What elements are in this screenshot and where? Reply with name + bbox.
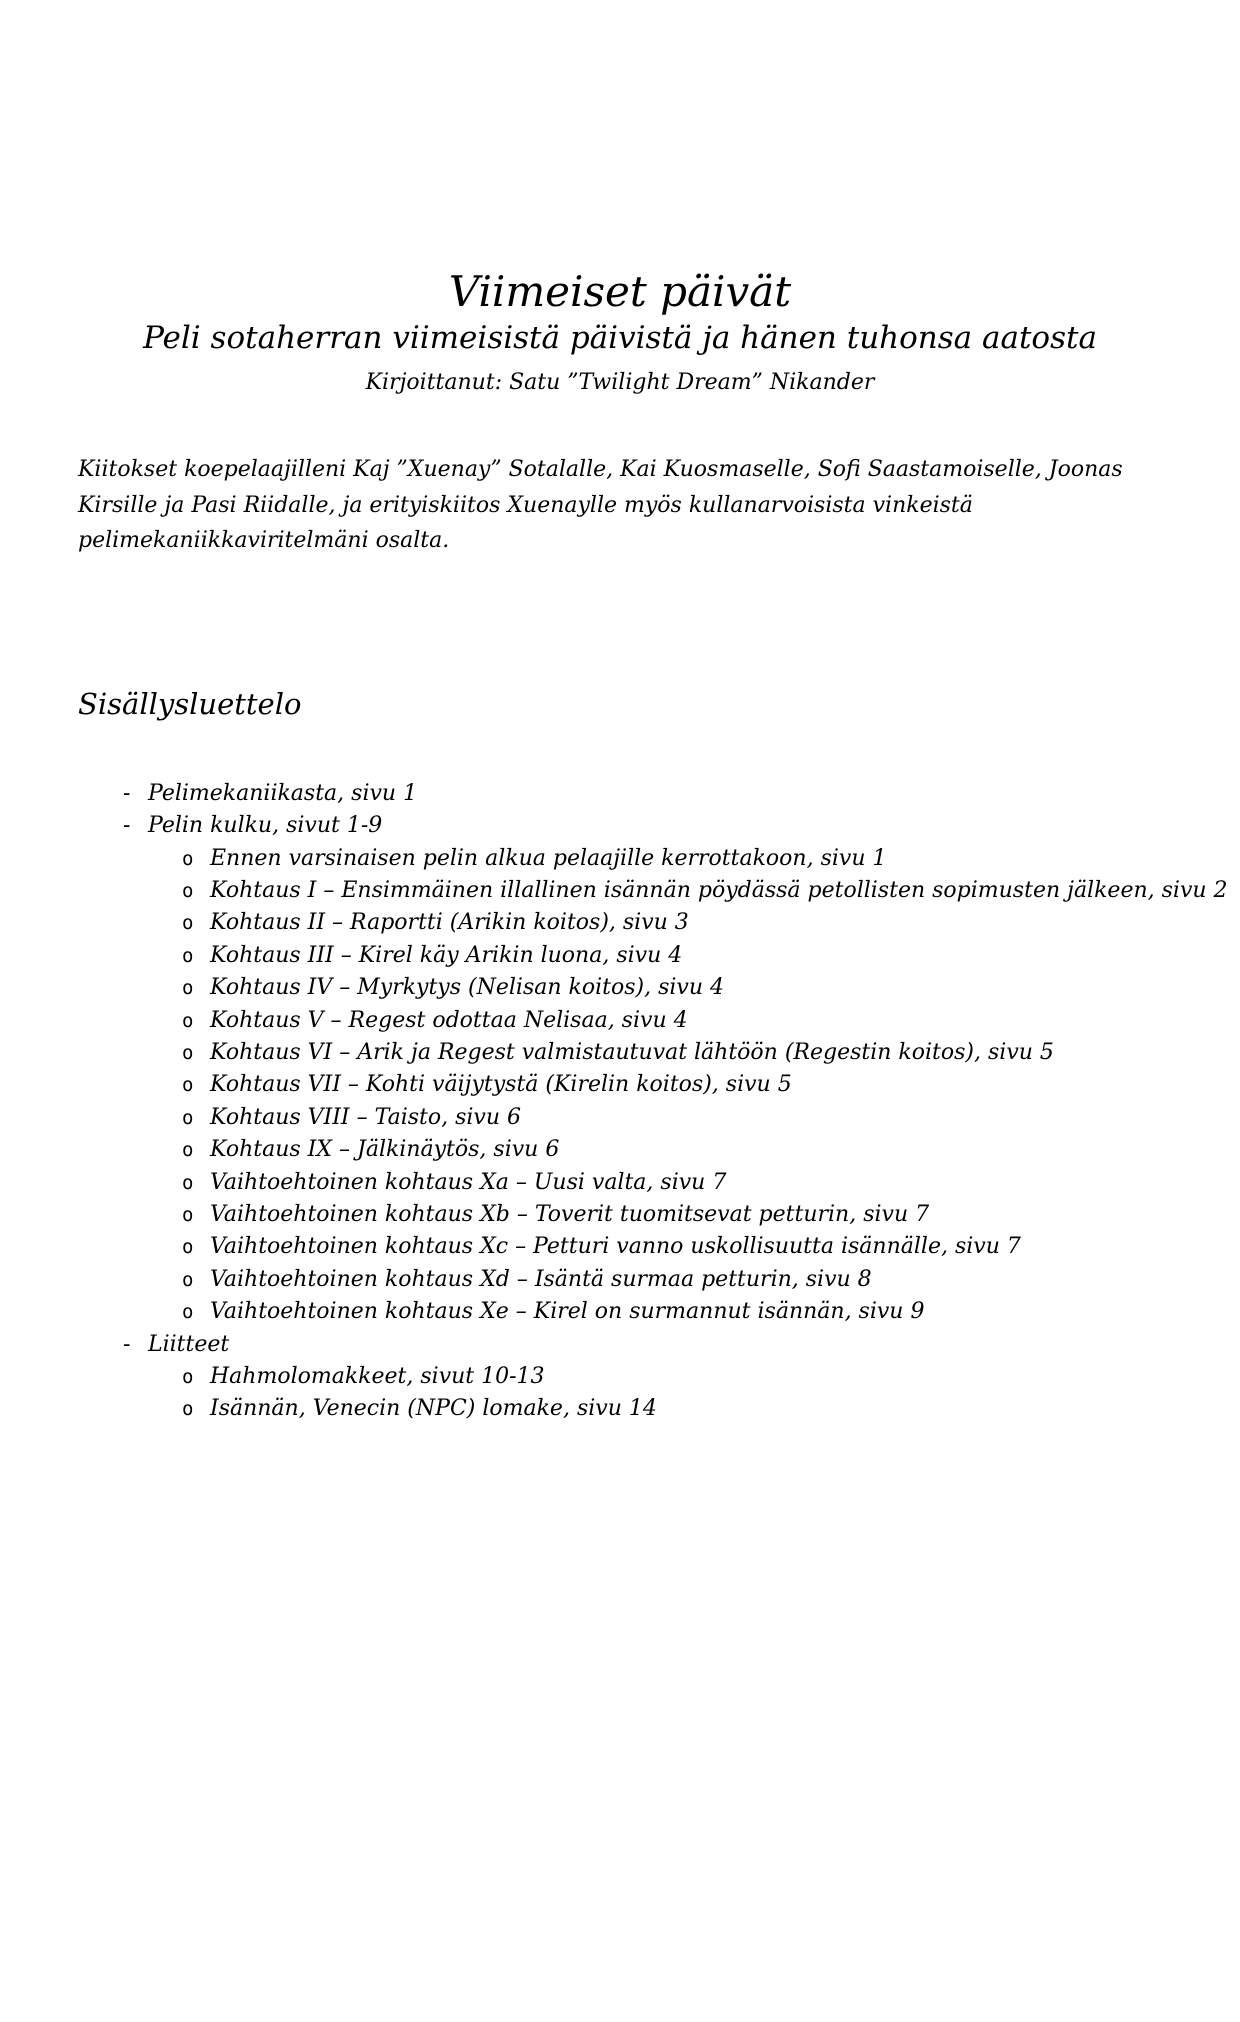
toc-item-label: Ennen varsinaisen pelin alkua pelaajille kerrottakoon, sivu 1 bbox=[210, 845, 887, 871]
toc-item bbox=[78, 1264, 1162, 1296]
toc-item bbox=[78, 1296, 1162, 1328]
toc-item-label: Kohtaus IX – Jälkinäytös, sivu 6 bbox=[210, 1137, 560, 1163]
toc-list bbox=[78, 778, 1228, 1426]
toc-item bbox=[78, 1393, 1162, 1425]
toc-item-label: Vaihtoehtoinen kohtaus Xc – Petturi vanno uskollisuutta isännälle, sivu 7 bbox=[210, 1234, 1021, 1260]
dash-bullet: - bbox=[123, 1331, 131, 1357]
toc-item-label: Hahmolomakkeet, sivut 10-13 bbox=[210, 1364, 545, 1390]
circle-bullet: o bbox=[182, 1236, 194, 1259]
circle-bullet: o bbox=[182, 912, 194, 935]
toc-item bbox=[78, 1102, 1162, 1134]
toc-item-label: Vaihtoehtoinen kohtaus Xa – Uusi valta, sivu 7 bbox=[210, 1169, 727, 1195]
document-page bbox=[0, 268, 1240, 2022]
toc-item-label: Isännän, Venecin (NPC) lomake, sivu 14 bbox=[210, 1396, 657, 1422]
dash-bullet: - bbox=[123, 813, 131, 839]
toc-item bbox=[78, 1037, 1162, 1069]
circle-bullet: o bbox=[182, 1139, 194, 1162]
toc-item-label: Pelimekaniikasta, sivu 1 bbox=[148, 780, 418, 806]
toc-item bbox=[78, 1361, 1162, 1393]
circle-bullet: o bbox=[182, 847, 194, 870]
toc-item bbox=[78, 1199, 1162, 1231]
toc-item bbox=[78, 940, 1162, 972]
circle-bullet: o bbox=[182, 1366, 194, 1389]
toc-item bbox=[78, 1167, 1162, 1199]
circle-bullet: o bbox=[182, 1301, 194, 1324]
toc-item-label: Kohtaus IV – Myrkytys (Nelisan koitos), sivu 4 bbox=[210, 975, 724, 1001]
circle-bullet: o bbox=[182, 879, 194, 902]
toc-item bbox=[78, 1231, 1162, 1263]
toc-item-label: Kohtaus II – Raportti (Arikin koitos), sivu 3 bbox=[210, 910, 689, 936]
circle-bullet: o bbox=[182, 1074, 194, 1097]
circle-bullet: o bbox=[182, 1268, 194, 1291]
circle-bullet: o bbox=[182, 1106, 194, 1129]
circle-bullet: o bbox=[182, 977, 194, 1000]
toc-item bbox=[78, 875, 1228, 907]
toc-item bbox=[78, 778, 1162, 810]
toc-item bbox=[78, 907, 1162, 939]
byline: Kirjoittanut: Satu ”Twilight Dream” Nikander bbox=[365, 370, 875, 396]
toc-item bbox=[78, 1005, 1162, 1037]
toc-heading: Sisällysluettelo bbox=[78, 686, 302, 721]
toc-item bbox=[78, 810, 1162, 842]
circle-bullet: o bbox=[182, 1204, 194, 1227]
toc-item-label: Vaihtoehtoinen kohtaus Xd – Isäntä surmaa petturin, sivu 8 bbox=[210, 1266, 872, 1292]
circle-bullet: o bbox=[182, 1171, 194, 1194]
acknowledgements-paragraph: Kiitokset koepelaajilleni Kaj ”Xuenay” Sotalalle, Kai Kuosmaselle, Sofi Saastamoiselle, Joonas Kirsille ja Pasi Riidalle, ja erityiskiitos Xuenaylle myös kullanarvoisista vinkeistä pelimekaniikkaviritelmäni osalta. bbox=[78, 457, 1123, 554]
toc-item-label: Liitteet bbox=[148, 1331, 230, 1357]
toc-item-label: Pelin kulku, sivut 1-9 bbox=[148, 813, 383, 839]
toc-item bbox=[78, 972, 1162, 1004]
circle-bullet: o bbox=[182, 1009, 194, 1032]
toc-item-label: Vaihtoehtoinen kohtaus Xe – Kirel on surmannut isännän, sivu 9 bbox=[210, 1299, 925, 1325]
page-subtitle: Peli sotaherran viimeisistä päivistä ja hänen tuhonsa aatosta bbox=[143, 320, 1097, 357]
toc-item-label: Kohtaus V – Regest odottaa Nelisaa, sivu 4 bbox=[210, 1007, 688, 1033]
toc-item bbox=[78, 1329, 1162, 1361]
circle-bullet: o bbox=[182, 1398, 194, 1421]
page-title: Viimeiset päivät bbox=[448, 267, 792, 316]
toc-item bbox=[78, 1069, 1162, 1101]
toc-item-label: Kohtaus VII – Kohti väijytystä (Kirelin koitos), sivu 5 bbox=[210, 1072, 792, 1098]
toc-item-label: Kohtaus III – Kirel käy Arikin luona, sivu 4 bbox=[210, 942, 683, 968]
toc-item-label: Kohtaus VI – Arik ja Regest valmistautuvat lähtöön (Regestin koitos), sivu 5 bbox=[210, 1040, 1054, 1065]
toc-item-label: Vaihtoehtoinen kohtaus Xb – Toverit tuomitsevat petturin, sivu 7 bbox=[210, 1202, 930, 1228]
circle-bullet: o bbox=[182, 944, 194, 967]
toc-item bbox=[78, 843, 1162, 875]
toc-item-label: Kohtaus I – Ensimmäinen illallinen isännän pöydässä petollisten sopimusten jälkeen, sivu 2 bbox=[210, 877, 1228, 903]
toc-item-label: Kohtaus VIII – Taisto, sivu 6 bbox=[210, 1104, 522, 1130]
dash-bullet: - bbox=[123, 780, 131, 806]
circle-bullet: o bbox=[182, 1042, 194, 1064]
toc-item bbox=[78, 1134, 1162, 1166]
